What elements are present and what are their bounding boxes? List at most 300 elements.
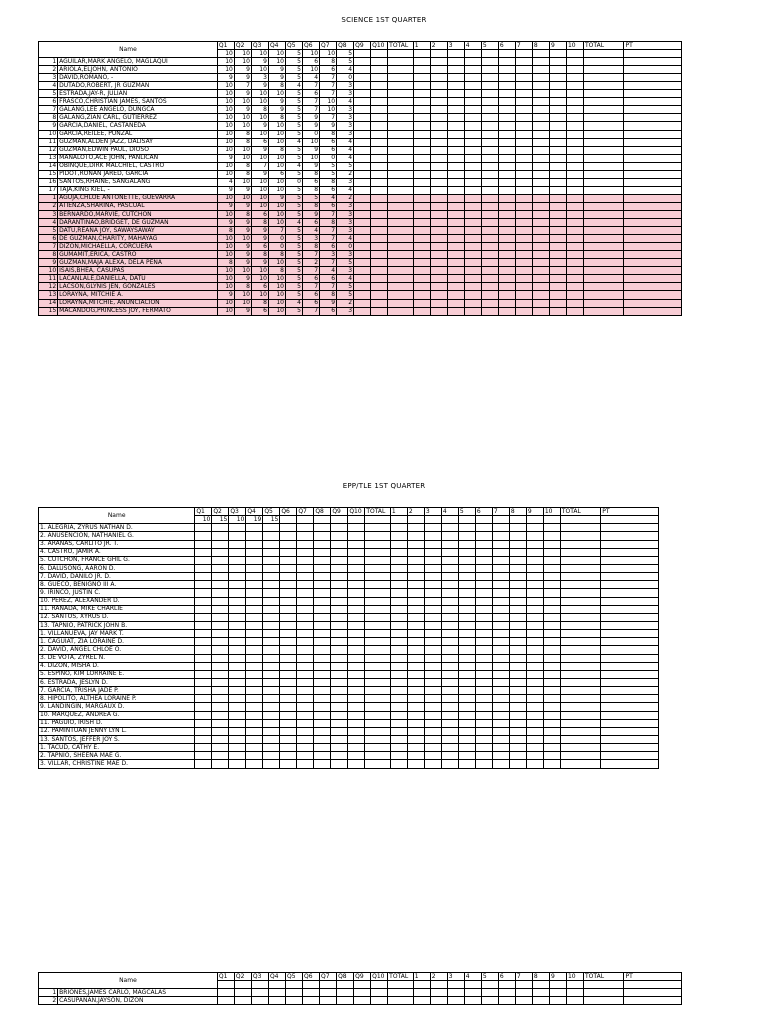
score-cell [464,122,481,130]
score-cell [314,654,331,662]
score-cell [441,589,458,597]
score-cell [549,90,566,98]
score-cell [371,251,388,259]
score-cell [624,178,682,186]
score-cell [212,589,229,597]
score-cell [280,703,297,711]
score-cell [348,540,365,548]
score-cell [601,589,659,597]
score-cell [481,219,498,227]
max-score-cell [549,981,566,989]
score-cell [498,162,515,170]
score-cell [246,621,263,629]
score-cell: 4 [337,138,354,146]
student-name: GARCIA,REILEE, PUNZAL [58,130,218,138]
score-cell [388,243,414,251]
score-cell [549,66,566,74]
max-score-cell [543,516,560,524]
student-name: GUZMAN,EDWIN PAUL, DIOSO [58,146,218,154]
score-cell [481,202,498,210]
score-cell: 9 [217,219,234,227]
score-cell [407,687,424,695]
score-cell [371,194,388,202]
student-row [39,760,659,768]
score-cell [458,548,475,556]
score-cell [413,178,430,186]
score-cell [509,752,526,760]
score-cell [509,564,526,572]
pt-header: 2 [430,42,447,50]
score-cell [481,66,498,74]
score-cell [195,711,212,719]
student-name: 7. DAVID, DANILO JR. D. [39,573,195,581]
quiz-header: Q8 [314,508,331,516]
score-cell: 5 [285,114,302,122]
score-cell [280,540,297,548]
score-cell [532,299,549,307]
score-cell [297,752,314,760]
score-cell [388,989,414,997]
score-cell [229,621,246,629]
score-cell [297,621,314,629]
student-row [39,178,682,186]
pt-header: TOTAL [560,508,600,516]
score-cell [498,66,515,74]
score-cell [526,744,543,752]
score-cell [532,114,549,122]
score-cell [354,291,371,299]
score-cell [532,154,549,162]
student-row [39,283,682,291]
score-cell [348,548,365,556]
max-score-cell: 19 [246,516,263,524]
score-cell [464,82,481,90]
score-cell [624,74,682,82]
score-cell [464,283,481,291]
score-cell [475,670,492,678]
score-cell [543,630,560,638]
score-cell [365,548,391,556]
score-cell [584,243,624,251]
score-cell [509,735,526,743]
score-cell [297,573,314,581]
score-cell [464,58,481,66]
score-cell [388,74,414,82]
score-cell [601,670,659,678]
score-cell [532,146,549,154]
score-cell [365,621,391,629]
max-score-cell [475,516,492,524]
score-cell [560,630,600,638]
student-row [39,82,682,90]
score-cell [430,90,447,98]
score-cell [515,154,532,162]
score-cell: 8 [268,267,285,275]
score-cell: 10 [251,66,268,74]
score-cell [447,114,464,122]
score-cell [348,727,365,735]
score-cell [543,711,560,719]
pt-header: 8 [532,973,549,981]
pt-header: 2 [407,508,424,516]
score-cell [492,654,509,662]
score-cell [297,589,314,597]
score-cell [601,638,659,646]
score-cell [212,621,229,629]
score-cell: 10 [320,98,337,106]
score-cell [543,727,560,735]
score-cell: 8 [234,283,251,291]
score-cell: 6 [303,219,320,227]
score-cell [549,275,566,283]
score-cell: 9 [234,251,251,259]
student-name: LACANLALE,DANIELLA, DATU [58,275,218,283]
score-cell [601,711,659,719]
score-cell [560,695,600,703]
score-cell [560,638,600,646]
score-cell [543,556,560,564]
row-number: 6 [39,235,58,243]
score-cell [584,138,624,146]
score-cell [492,646,509,654]
score-cell: 0 [268,243,285,251]
score-cell [424,630,441,638]
score-cell [263,638,280,646]
score-cell: 3 [337,106,354,114]
score-cell [407,719,424,727]
score-cell: 7 [320,90,337,98]
score-cell [348,597,365,605]
score-cell [566,186,583,194]
score-cell [566,130,583,138]
score-cell: 9 [268,194,285,202]
score-cell [526,727,543,735]
student-row [39,299,682,307]
score-cell [331,719,348,727]
score-cell [601,605,659,613]
score-cell [371,106,388,114]
max-score-cell [441,516,458,524]
score-cell [246,654,263,662]
score-cell [263,727,280,735]
score-cell [413,98,430,106]
student-name: AGUILAR,MARK ANGELO, MAGLAQUI [58,58,218,66]
score-cell [331,573,348,581]
score-cell [430,202,447,210]
score-cell [388,202,414,210]
score-cell [532,283,549,291]
score-cell: 10 [268,186,285,194]
score-cell [515,251,532,259]
max-score-cell [526,516,543,524]
score-cell [297,597,314,605]
score-cell [526,752,543,760]
score-cell [515,186,532,194]
student-name: OBINQUE,DIRK MALCHIEL, CASTRO [58,162,218,170]
score-cell [430,275,447,283]
score-cell [515,283,532,291]
score-cell [354,235,371,243]
score-cell: 9 [251,227,268,235]
score-cell [371,66,388,74]
score-cell [509,687,526,695]
score-cell: 6 [303,58,320,66]
score-cell [390,670,407,678]
score-cell [447,178,464,186]
score-cell: 4 [337,235,354,243]
score-cell [297,662,314,670]
row-number: 7 [39,106,58,114]
student-row [39,130,682,138]
score-cell [388,307,414,315]
score-cell: 9 [217,186,234,194]
student-row [39,532,659,540]
max-score-cell: 10 [251,50,268,58]
score-cell [492,613,509,621]
score-cell [246,613,263,621]
score-cell [441,597,458,605]
score-cell: 10 [303,66,320,74]
score-cell [424,678,441,686]
score-cell [549,299,566,307]
score-cell [515,989,532,997]
score-cell [430,283,447,291]
score-cell [314,662,331,670]
score-cell [354,114,371,122]
score-cell [481,170,498,178]
score-cell [532,202,549,210]
score-cell: 8 [268,82,285,90]
score-cell [229,752,246,760]
score-cell [390,589,407,597]
score-cell: 5 [320,170,337,178]
score-cell [390,638,407,646]
score-cell [543,621,560,629]
student-row [39,58,682,66]
score-cell [430,122,447,130]
score-cell [447,74,464,82]
score-cell [365,719,391,727]
score-cell: 10 [234,122,251,130]
score-cell [543,540,560,548]
score-cell [195,735,212,743]
score-cell [314,630,331,638]
score-cell [314,548,331,556]
score-cell [464,178,481,186]
score-cell [441,573,458,581]
student-name: LACSON,GLYNIS JEN, GONZALES [58,283,218,291]
max-score-cell [624,50,682,58]
score-cell [601,646,659,654]
score-cell [475,646,492,654]
score-cell [348,670,365,678]
score-cell [365,760,391,768]
score-cell [492,719,509,727]
score-cell: 3 [337,114,354,122]
score-cell [331,752,348,760]
score-cell: 10 [251,186,268,194]
score-cell [475,581,492,589]
student-row [39,727,659,735]
score-cell: 7 [303,98,320,106]
score-cell [195,654,212,662]
score-cell: 5 [285,154,302,162]
score-cell [331,703,348,711]
score-cell [543,564,560,572]
score-cell [549,130,566,138]
score-cell [549,58,566,66]
row-number: 4 [39,219,58,227]
row-number: 2 [39,66,58,74]
science-title: SCIENCE 1ST QUARTER [341,16,427,24]
score-cell [475,524,492,532]
score-cell [424,719,441,727]
pt-header: PT [624,42,682,50]
score-cell [365,662,391,670]
score-cell [624,989,682,997]
score-cell [424,532,441,540]
quiz-header: Q1 [217,42,234,50]
score-cell [388,299,414,307]
score-cell: 5 [285,307,302,315]
score-cell [532,275,549,283]
score-cell: 10 [251,291,268,299]
score-cell [624,259,682,267]
score-cell [447,299,464,307]
score-cell [464,138,481,146]
score-cell [314,589,331,597]
score-cell [549,114,566,122]
score-cell [560,670,600,678]
student-row [39,275,682,283]
score-cell [509,524,526,532]
score-cell [481,997,498,1005]
score-cell [331,727,348,735]
score-cell [509,630,526,638]
score-cell [212,735,229,743]
row-number: 2 [39,202,58,210]
score-cell [229,719,246,727]
score-cell: 10 [234,194,251,202]
score-cell [566,154,583,162]
score-cell: 6 [268,170,285,178]
score-cell [246,735,263,743]
max-score-cell [481,50,498,58]
score-cell [413,194,430,202]
score-cell [413,235,430,243]
score-cell: 9 [303,162,320,170]
score-cell [447,170,464,178]
score-cell [492,760,509,768]
score-cell [413,74,430,82]
score-cell [424,670,441,678]
score-cell: 4 [337,98,354,106]
score-cell: 10 [251,275,268,283]
pt-header: 4 [464,42,481,50]
student-row [39,638,659,646]
score-cell [447,66,464,74]
score-cell [584,114,624,122]
score-cell [532,186,549,194]
score-cell [475,548,492,556]
score-cell [515,98,532,106]
score-cell [390,646,407,654]
score-cell [407,662,424,670]
score-cell [601,760,659,768]
score-cell [388,259,414,267]
score-cell [566,243,583,251]
score-cell [475,719,492,727]
score-cell [331,581,348,589]
score-cell: 10 [268,154,285,162]
score-cell [407,540,424,548]
score-cell [297,719,314,727]
score-cell: 4 [303,74,320,82]
score-cell [354,146,371,154]
score-cell [354,170,371,178]
score-cell [458,524,475,532]
score-cell [515,122,532,130]
score-cell [390,524,407,532]
score-cell [388,106,414,114]
score-cell: 4 [285,299,302,307]
score-cell [331,605,348,613]
score-cell [314,719,331,727]
score-cell [390,613,407,621]
score-cell [212,573,229,581]
score-cell [297,548,314,556]
score-cell: 10 [234,114,251,122]
score-cell: 10 [268,58,285,66]
score-cell [390,703,407,711]
pt-header: 9 [549,973,566,981]
quiz-header: TOTAL [388,973,414,981]
score-cell [447,90,464,98]
score-cell: 10 [234,235,251,243]
score-cell [251,989,268,997]
score-cell [195,727,212,735]
score-cell [407,638,424,646]
score-cell: 9 [268,74,285,82]
student-name: DIZON,MICHAELLA, CORCUERA [58,243,218,251]
score-cell [430,178,447,186]
score-cell [441,735,458,743]
max-score-cell [280,516,297,524]
score-cell [624,243,682,251]
score-cell [331,695,348,703]
student-name: FRASCO,CHRISTIAN JAMES, SANTOS [58,98,218,106]
student-name: PIDOT,RONAN JARED, GARCIA [58,170,218,178]
score-cell: 3 [337,90,354,98]
score-cell [560,727,600,735]
score-cell [212,556,229,564]
score-cell [354,259,371,267]
score-cell [354,267,371,275]
score-cell [297,638,314,646]
score-cell [195,678,212,686]
score-cell [195,703,212,711]
score-cell [526,711,543,719]
score-cell [492,711,509,719]
score-cell: 3 [337,122,354,130]
score-cell: 10 [303,138,320,146]
score-cell [297,744,314,752]
quiz-header: Q9 [354,42,371,50]
score-cell [371,114,388,122]
score-cell [430,259,447,267]
pt-header: TOTAL [584,973,624,981]
score-cell [348,654,365,662]
